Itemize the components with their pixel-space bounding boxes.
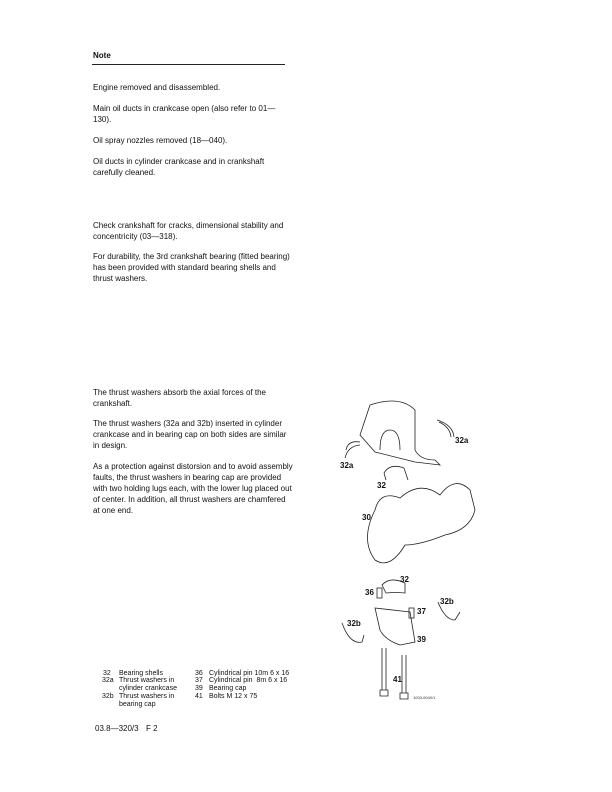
legend-num: 41	[195, 693, 203, 700]
sheet-number: F 2	[146, 724, 158, 733]
callout-label: 37	[417, 607, 426, 616]
cylinder-crankcase-outline	[360, 401, 440, 465]
crankshaft-exploded-diagram	[320, 380, 500, 710]
callout-label: 30	[362, 513, 371, 522]
page-code: 03.8—320/3	[95, 724, 139, 733]
paragraph: Engine removed and disassembled.	[93, 83, 221, 92]
legend-num: 36	[195, 670, 203, 677]
legend-num: 32a	[102, 677, 114, 684]
legend-num: 32	[103, 670, 111, 677]
legend-text: Bearing cap	[209, 685, 247, 692]
callout-label: 36	[365, 588, 374, 597]
callout-label: 32b	[440, 597, 454, 606]
legend-text: Thrust washers in cylinder crankcase	[119, 677, 177, 692]
legend-text: Bearing shells	[119, 670, 163, 677]
paragraph: The thrust washers (32a and 32b) inserted in cylinder crankcase and in bearing cap on both sides are similar in design.	[93, 419, 287, 450]
figure-number: 1003-6040/1	[413, 695, 436, 700]
callout-label: 32a	[340, 461, 354, 470]
callout-label: 41	[393, 675, 402, 684]
paragraph: As a protection against distorsion and to avoid assembly faults, the thrust washers in bearing cap are provided with two holding lugs each, with the lower lug placed out of center. In addition, all thrust washers are chamfered at one end.	[93, 462, 293, 515]
paragraph: The thrust washers absorb the axial forces of the crankshaft.	[93, 388, 266, 408]
callout-label: 32	[400, 575, 409, 584]
legend-text: Bolts M 12 x 75	[209, 693, 258, 700]
callout-label: 32a	[455, 436, 469, 445]
legend-num: 39	[195, 685, 203, 692]
crankshaft-30	[368, 484, 476, 563]
cylindrical-pin-37	[409, 608, 414, 618]
paragraph: Check crankshaft for cracks, dimensional stability and concentricity (03—318).	[93, 221, 284, 241]
legend-text: Cylindrical pin 10m 6 x 16	[209, 670, 290, 677]
legend-num: 32b	[102, 693, 114, 700]
callout-label: 39	[417, 635, 426, 644]
note-heading: Note	[93, 51, 111, 60]
thrust-washer-32a	[345, 442, 360, 458]
paragraph: For durability, the 3rd crankshaft bearing (fitted bearing) has been provided with standard bearing shells and thrust washers.	[93, 252, 290, 283]
callout-label: 32	[377, 481, 386, 490]
heading-rule	[92, 64, 285, 65]
thrust-washer-32a	[437, 420, 454, 437]
legend-num: 37	[195, 677, 203, 684]
callout-label: 32b	[347, 619, 361, 628]
crankcase-bearing-seat	[380, 430, 400, 450]
bolt-41	[380, 648, 388, 696]
paragraph: Main oil ducts in crankcase open (also refer to 01—130).	[93, 104, 276, 124]
cylindrical-pin-36	[377, 588, 382, 598]
legend-text: Thrust washers in bearing cap	[119, 693, 175, 708]
bearing-shell-32	[384, 466, 408, 480]
paragraph: Oil ducts in cylinder crankcase and in crankshaft carefully cleaned.	[93, 157, 265, 177]
paragraph: Oil spray nozzles removed (18—040).	[93, 136, 228, 145]
legend-text: Cylindrical pin 8m 6 x 16	[209, 677, 288, 684]
